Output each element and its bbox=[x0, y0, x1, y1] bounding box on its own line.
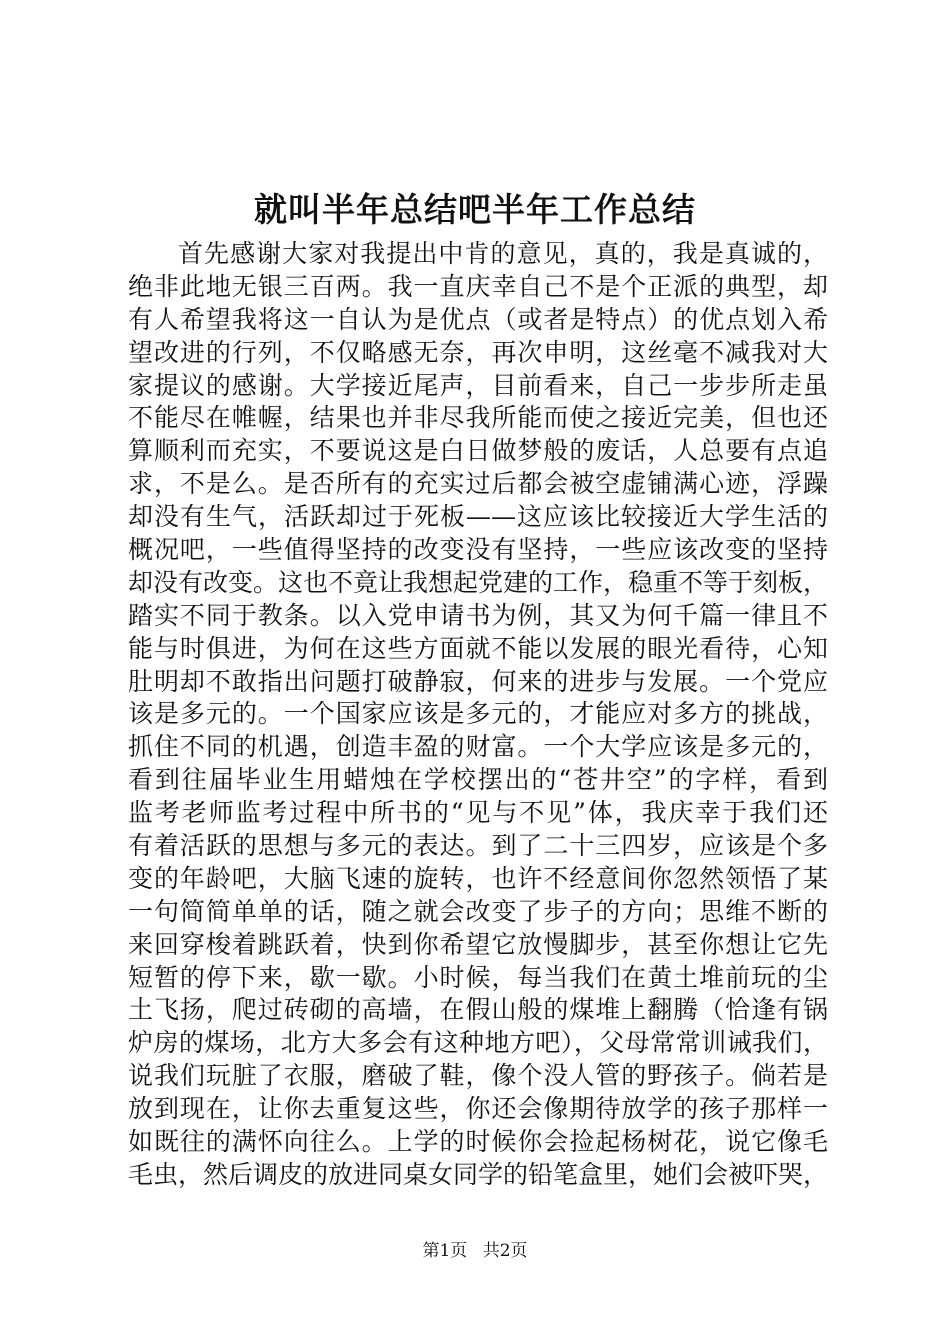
text-line: 概况吧，一些值得坚持的改变没有坚持，一些应该改变的坚持 bbox=[128, 535, 828, 565]
text-line: 一句简简单单的话，随之就会改变了步子的方向；思维不断的 bbox=[128, 896, 828, 926]
text-line: 有着活跃的思想与多元的表达。到了二十三四岁，应该是个多 bbox=[128, 831, 828, 861]
page-count: 共2页 bbox=[482, 1241, 528, 1261]
text-line: 抓住不同的机遇，创造丰盈的财富。一个大学应该是多元的， bbox=[128, 732, 828, 762]
text-line: 放到现在，让你去重复这些，你还会像期待放学的孩子那样一 bbox=[128, 1094, 828, 1124]
text-line: 炉房的煤场，北方大多会有这种地方吧），父母常常训诫我们， bbox=[128, 1028, 828, 1058]
text-line: 毛虫，然后调皮的放进同桌女同学的铅笔盒里，她们会被吓哭， bbox=[128, 1159, 828, 1188]
text-line: 监考老师监考过程中所书的“见与不见”体，我庆幸于我们还 bbox=[128, 798, 828, 828]
text-line: 变的年龄吧，大脑飞速的旋转，也许不经意间你忽然领悟了某 bbox=[128, 863, 828, 893]
text-line: 不能尽在帷幄，结果也并非尽我所能而使之接近完美，但也还 bbox=[128, 403, 828, 433]
text-line: 首先感谢大家对我提出中肯的意见，真的，我是真诚的， bbox=[178, 239, 828, 268]
document-body bbox=[128, 238, 828, 1188]
document-title: 就叫半年总结吧半年工作总结 bbox=[254, 190, 696, 229]
text-line: 土飞扬，爬过砖砌的高墙，在假山般的煤堆上翻腾（恰逢有锅 bbox=[128, 995, 828, 1025]
text-line: 踏实不同于教条。以入党申请书为例，其又为何千篇一律且不 bbox=[128, 600, 828, 630]
page-number: 第1页 bbox=[422, 1241, 468, 1261]
text-line: 如既往的满怀向往么。上学的时候你会捡起杨树花，说它像毛 bbox=[128, 1127, 828, 1157]
text-line: 看到往届毕业生用蜡烛在学校摆出的“苍井空”的字样，看到 bbox=[128, 765, 828, 795]
text-line: 说我们玩脏了衣服，磨破了鞋，像个没人管的野孩子。倘若是 bbox=[128, 1061, 828, 1091]
text-line: 该是多元的。一个国家应该是多元的，才能应对多方的挑战， bbox=[128, 699, 828, 729]
text-line: 却没有改变。这也不竟让我想起党建的工作，稳重不等于刻板， bbox=[128, 567, 828, 597]
page-footer bbox=[0, 1240, 950, 1262]
text-line: 能与时俱进，为何在这些方面就不能以发展的眼光看待，心知 bbox=[128, 633, 828, 663]
text-line: 肚明却不敢指出问题打破静寂，何来的进步与发展。一个党应 bbox=[128, 666, 828, 696]
text-line: 求，不是么。是否所有的充实过后都会被空虚铺满心迹，浮躁 bbox=[128, 469, 828, 499]
text-line: 家提议的感谢。大学接近尾声，目前看来，自己一步步所走虽 bbox=[128, 370, 828, 400]
text-line: 算顺利而充实，不要说这是白日做梦般的废话，人总要有点追 bbox=[128, 436, 828, 466]
text-line: 短暂的停下来，歇一歇。小时候，每当我们在黄土堆前玩的尘 bbox=[128, 962, 828, 992]
text-line: 望改进的行列，不仅略感无奈，再次申明，这丝毫不减我对大 bbox=[128, 337, 828, 367]
text-line: 绝非此地无银三百两。我一直庆幸自己不是个正派的典型，却 bbox=[128, 271, 828, 301]
text-line: 有人希望我将这一自认为是优点（或者是特点）的优点划入希 bbox=[128, 304, 828, 334]
text-line: 却没有生气，活跃却过于死板——这应该比较接近大学生活的 bbox=[128, 502, 828, 532]
text-line: 来回穿梭着跳跃着，快到你希望它放慢脚步，甚至你想让它先 bbox=[128, 929, 828, 959]
